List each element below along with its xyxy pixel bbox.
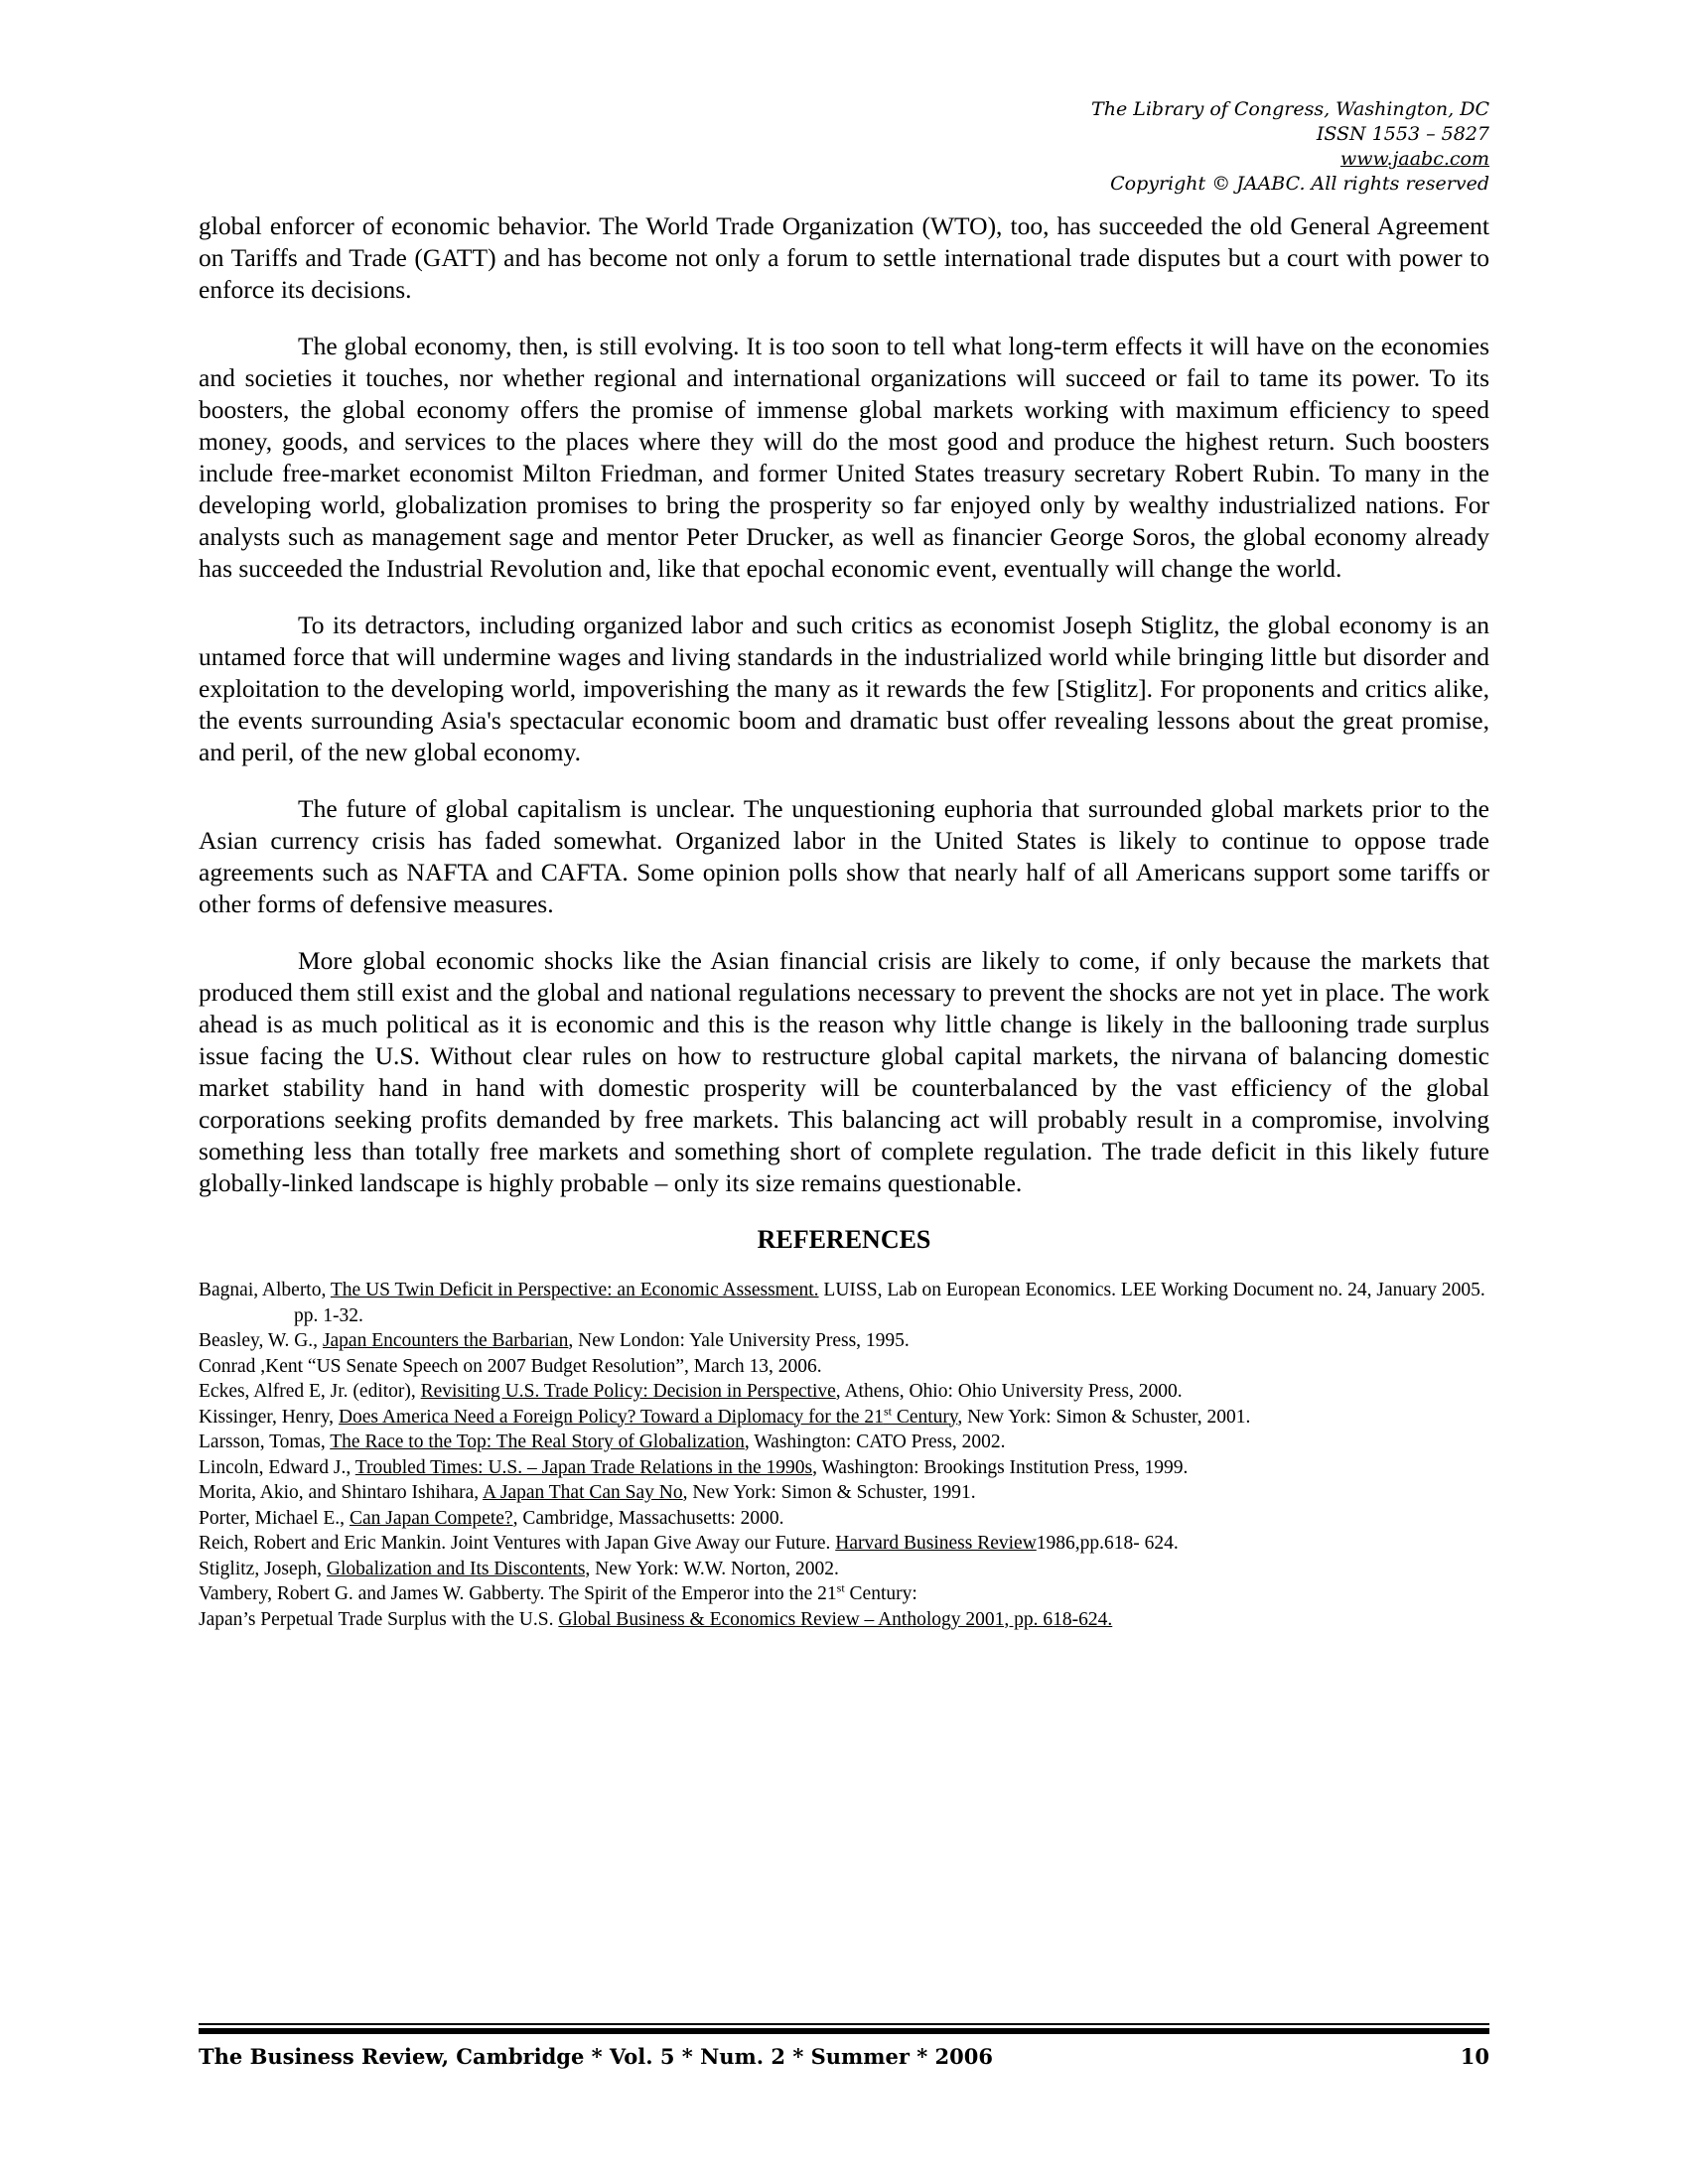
journal-footer xyxy=(199,2023,1489,2069)
reference-item: Porter, Michael E., Can Japan Compete?, Cambridge, Massachusetts: 2000. xyxy=(199,1507,784,1529)
reference-item: Reich, Robert and Eric Mankin. Joint Ventures with Japan Give Away our Future. Harvard Business Review1986,pp.618- 624. xyxy=(199,1533,1179,1554)
footer-rule xyxy=(199,2023,1489,2025)
paragraph: The future of global capitalism is unclear. The unquestioning euphoria that surrounded global markets prior to the Asian currency crisis has faded somewhat. Organized labor in the United States is likely to continue to oppose trade agreements such as NAFTA and CAFTA. Some opinion polls show that nearly half of all Americans support some tariffs or other forms of defensive measures. xyxy=(199,794,1489,918)
reference-item: Kissinger, Henry, Does America Need a Foreign Policy? Toward a Diplomacy for the 21st Century, New York: Simon & Schuster, 2001. xyxy=(199,1404,1251,1428)
reference-item: Beasley, W. G., Japan Encounters the Barbarian, New London: Yale University Press, 1995. xyxy=(199,1330,910,1351)
reference-item: Bagnai, Alberto, The US Twin Deficit in Perspective: an Economic Assessment. LUISS, Lab on European Economics. LEE Working Document no. 24, January 2005. pp. 1-32. xyxy=(199,1280,1485,1326)
footer-rule-thick xyxy=(199,2028,1489,2034)
reference-item: Conrad ,Kent “US Senate Speech on 2007 Budget Resolution”, March 13, 2006. xyxy=(199,1355,822,1377)
footer-journal-info: The Business Review, Cambridge * Vol. 5 * Num. 2 * Summer * 2006 xyxy=(199,2044,993,2069)
reference-item: Stiglitz, Joseph, Globalization and Its Discontents, New York: W.W. Norton, 2002. xyxy=(199,1558,839,1579)
reference-item: Japan’s Perpetual Trade Surplus with the U.S. Global Business & Economics Review – Anthology 2001, pp. 618-624. xyxy=(199,1608,1113,1630)
header-copyright-line: Copyright © JAABC. All rights reserved xyxy=(1110,173,1489,195)
reference-item: Larsson, Tomas, The Race to the Top: The Real Story of Globalization, Washington: CATO Press, 2002. xyxy=(199,1432,1006,1452)
header-website-link[interactable]: www.jaabc.com xyxy=(1339,148,1489,170)
references-list xyxy=(199,1278,1489,1632)
reference-item: Lincoln, Edward J., Troubled Times: U.S. – Japan Trade Relations in the 1990s, Washington: Brookings Institution Press, 1999. xyxy=(199,1456,1189,1478)
paragraph: More global economic shocks like the Asian financial crisis are likely to come, if only because the markets that produced them still exist and the global and national regulations necessary to prevent the shocks are not yet in place. The work ahead is as much political as it is economic and this is the reason why little change is likely in the ballooning trade surplus issue facing the U.S. Without clear rules on how to restructure global capital markets, the nirvana of balancing domestic market stability hand in hand with domestic prosperity will be counterbalanced by the vast efficiency of the global corporations seeking profits demanded by free markets. This balancing act will probably result in a compromise, involving something less than totally free markets and something short of complete regulation. The trade deficit in this likely future globally-linked landscape is highly probable – only its size remains questionable. xyxy=(199,946,1489,1197)
header-issn-line: ISSN 1553 – 5827 xyxy=(1316,123,1489,145)
paragraph: To its detractors, including organized labor and such critics as economist Joseph Stiglitz, the global economy is an untamed force that will undermine wages and living standards in the industrialized world while bringing little but disorder and exploitation to the developing world, impoverishing the many as it rewards the few [Stiglitz]. For proponents and critics alike, the events surrounding Asia's spectacular economic boom and dramatic bust offer revealing lessons about the great promise, and peril, of the new global economy. xyxy=(199,611,1489,766)
header-library-line: The Library of Congress, Washington, DC xyxy=(1091,98,1489,120)
page-number: 10 xyxy=(1460,2044,1489,2069)
page xyxy=(199,0,1489,2184)
journal-header xyxy=(1091,97,1489,197)
paragraph: The global economy, then, is still evolving. It is too soon to tell what long-term effects it will have on the economies and societies it touches, nor whether regional and international organizations will succeed or fail to tame its power. To its boosters, the global economy offers the promise of immense global markets working with maximum efficiency to speed money, goods, and services to the places where they will do the most good and produce the highest return. Such boosters include free-market economist Milton Friedman, and former United States treasury secretary Robert Rubin. To many in the developing world, globalization promises to bring the prosperity so far enjoyed only by wealthy industrialized nations. For analysts such as management sage and mentor Peter Drucker, as well as financier George Soros, the global economy already has succeeded the Industrial Revolution and, like that epochal economic event, eventually will change the world. xyxy=(199,332,1489,583)
article-body xyxy=(199,210,1489,1632)
paragraph: global enforcer of economic behavior. The World Trade Organization (WTO), too, has succeeded the old General Agreement on Tariffs and Trade (GATT) and has become not only a forum to settle international trade disputes but a court with power to enforce its decisions. xyxy=(199,211,1489,304)
references-heading: REFERENCES xyxy=(757,1225,931,1254)
reference-item: Vambery, Robert G. and James W. Gabberty. The Spirit of the Emperor into the 21st Century: xyxy=(199,1580,917,1604)
reference-item: Eckes, Alfred E, Jr. (editor), Revisiting U.S. Trade Policy: Decision in Perspective, Athens, Ohio: Ohio University Press, 2000. xyxy=(199,1381,1183,1402)
reference-item: Morita, Akio, and Shintaro Ishihara, A Japan That Can Say No, New York: Simon & Schuster, 1991. xyxy=(199,1482,976,1503)
